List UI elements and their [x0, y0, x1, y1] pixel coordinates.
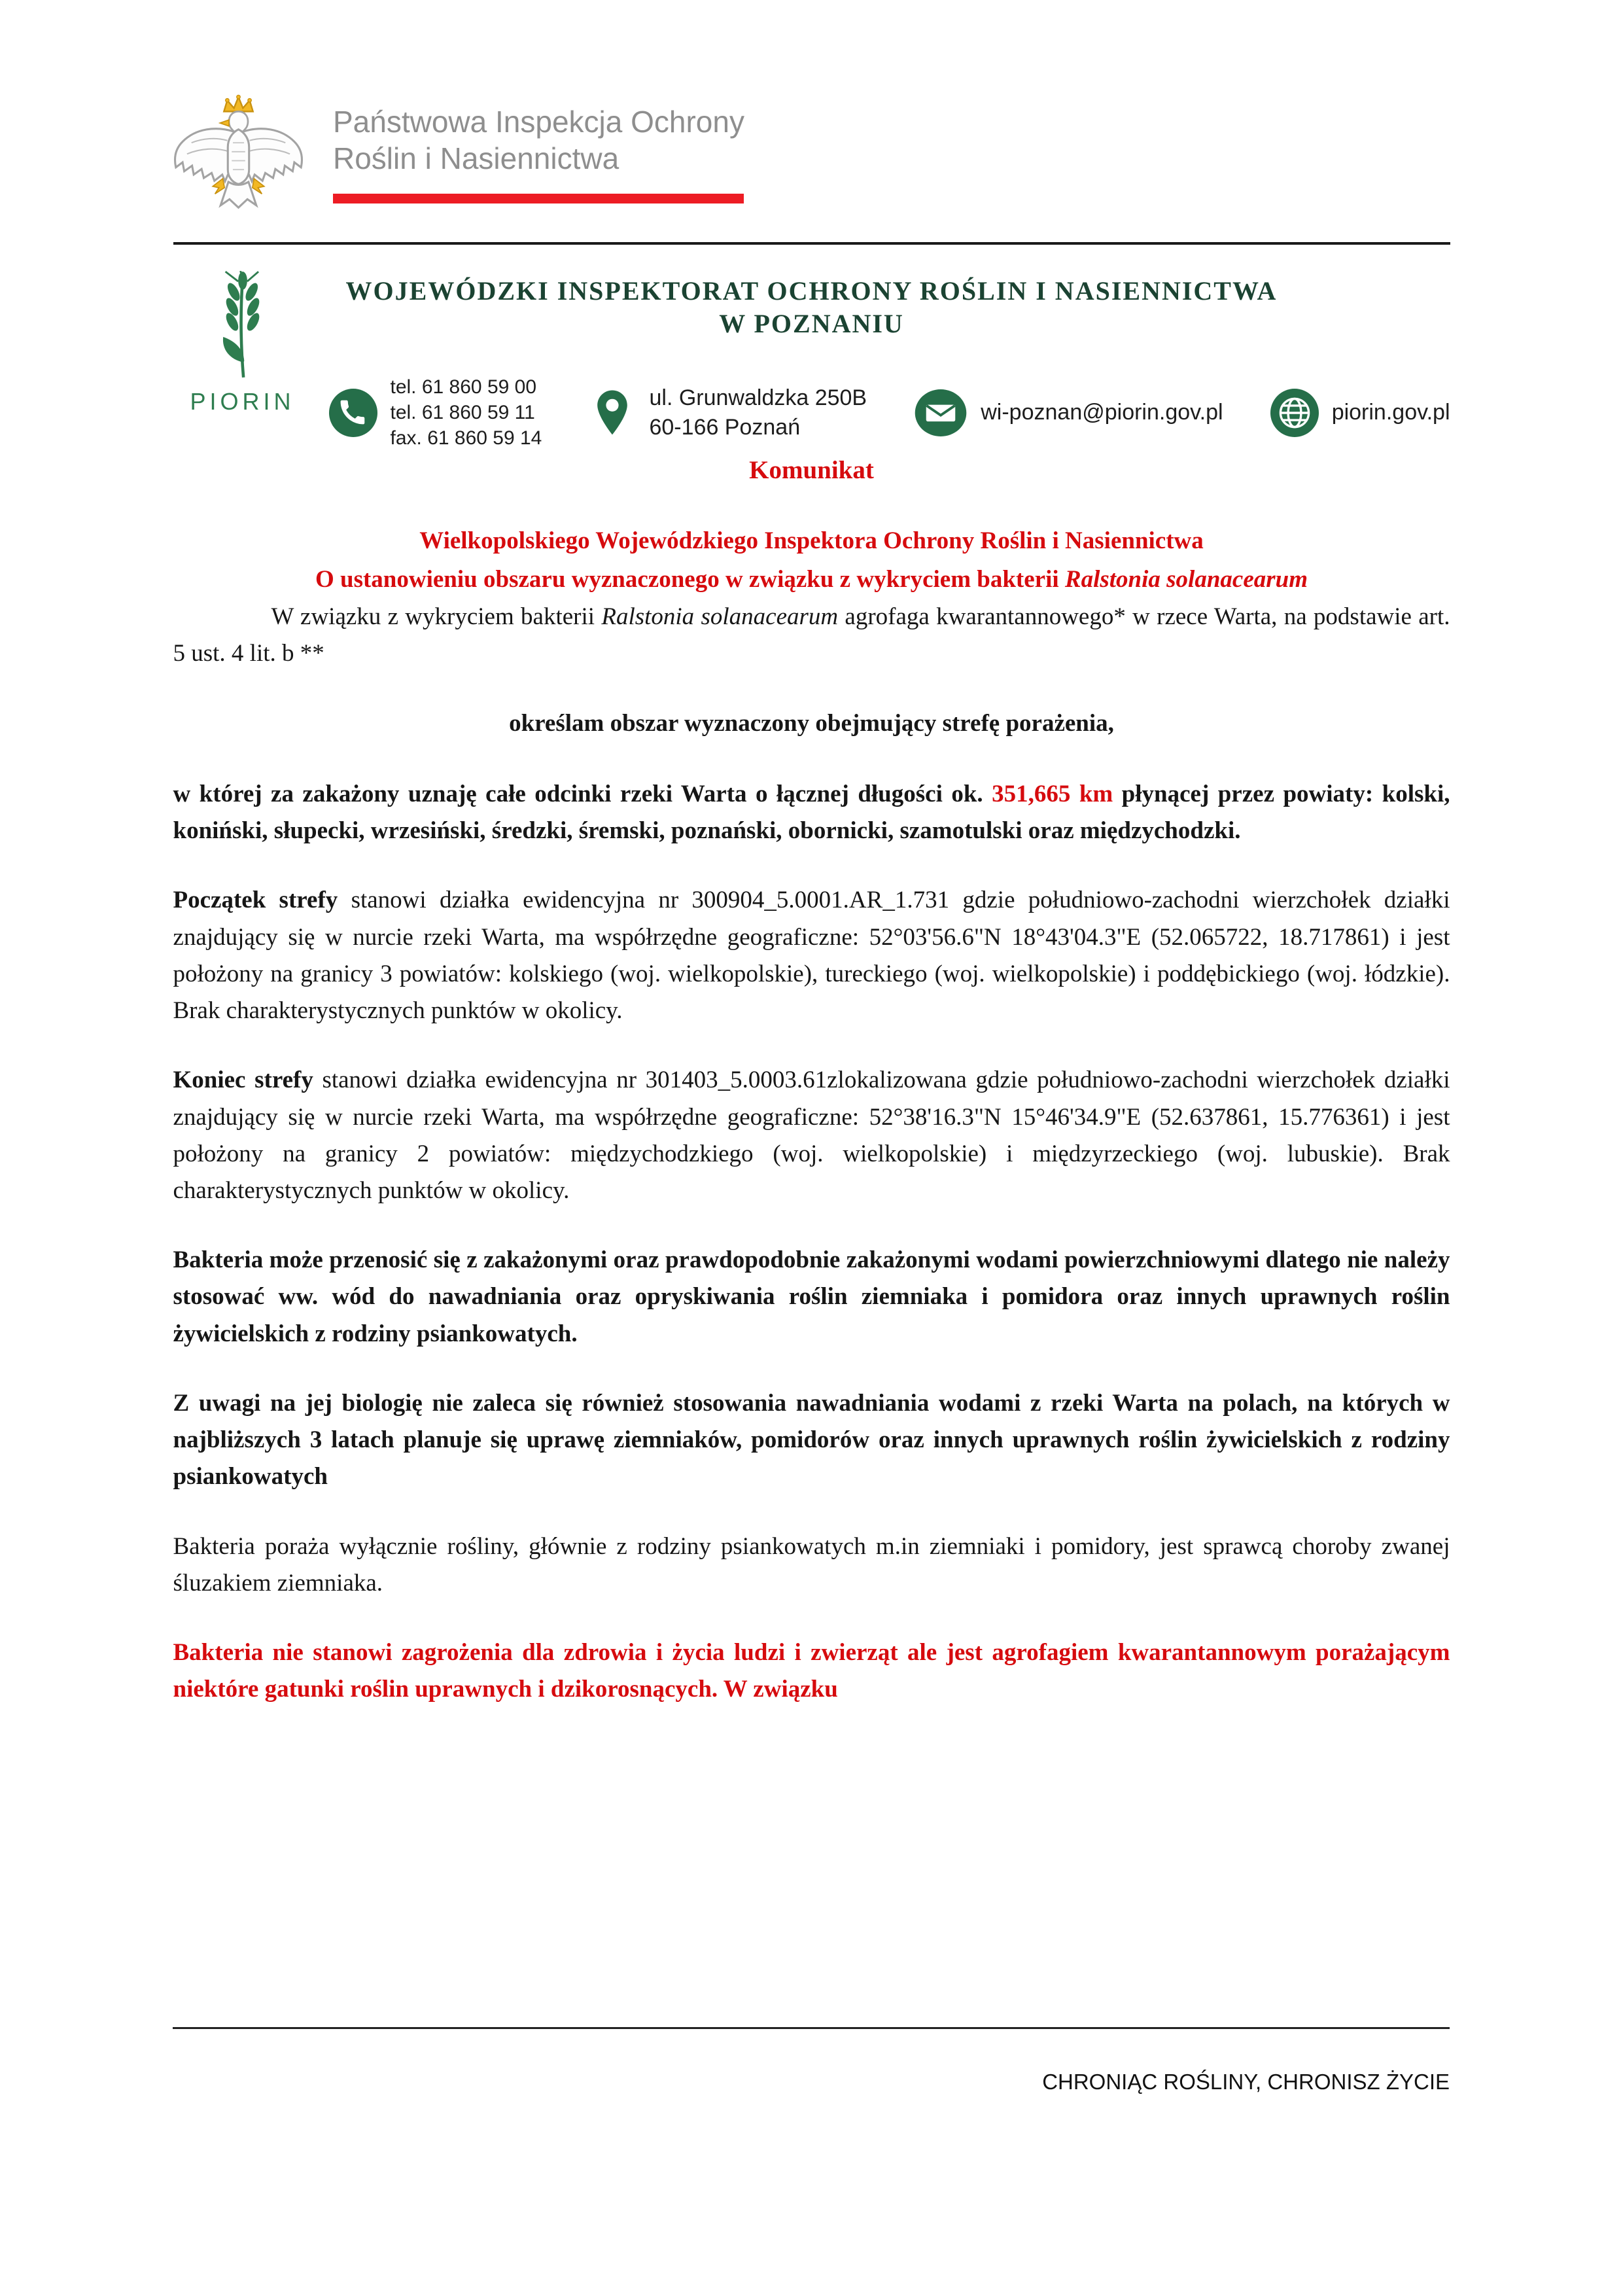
org-name-line1: Państwowa Inspekcja Ochrony — [333, 105, 744, 139]
office-title-line1: WOJEWÓDZKI INSPEKTORAT OCHRONY ROŚLIN I NASIENNICTWA — [345, 276, 1278, 306]
org-name — [333, 103, 744, 177]
zone-end-label: Koniec strefy — [173, 1067, 313, 1094]
brand-text-block — [333, 90, 744, 203]
footer-divider — [173, 2027, 1450, 2029]
address-block — [649, 383, 867, 441]
subheading-line2 — [173, 561, 1450, 599]
letterhead — [173, 275, 1450, 451]
phone-line-1: tel. 61 860 59 00 — [390, 376, 537, 398]
paragraph-zone — [173, 776, 1450, 849]
contact-row — [329, 374, 1450, 451]
intro-text-post: agrofaga kwarantannowego* w rzece Warta, na podstawie art. 5 ust. 4 lit. b ** — [173, 603, 1450, 667]
paragraph-zone-start — [173, 882, 1450, 1029]
brand-red-bar — [333, 194, 744, 203]
species-name-italic: Ralstonia solanacearum — [1064, 565, 1308, 593]
species-name-italic: Ralstonia solanacearum — [601, 603, 839, 631]
location-pin-icon — [589, 384, 636, 442]
contact-email — [914, 389, 1223, 436]
email-address: wi-poznan@piorin.gov.pl — [981, 400, 1223, 425]
page-footer — [173, 2027, 1450, 2094]
subheading-line1: Wielkopolskiego Wojewódzkiego Inspektora Ochrony Roślin i Nasiennictwa — [419, 527, 1204, 555]
phone-line-2: tel. 61 860 59 11 — [390, 402, 535, 423]
zone-text-pre: w której za zakażony uznaję całe odcinki rzeki Warta o łącznej długości ok. — [173, 780, 992, 807]
office-title — [173, 275, 1450, 340]
address-line1: ul. Grunwaldzka 250B — [649, 385, 867, 411]
zone-text-post: płynącej przez powiaty: kolski, koniński, słupecki, wrzesiński, średzki, śremski, poznański, obornicki, szamotulski oraz międzychodzki. — [173, 780, 1450, 845]
intro-text-pre: W związku z wykryciem bakterii — [271, 603, 602, 631]
paragraph-water-warning: Bakteria może przenosić się z zakażonymi oraz prawdopodobnie zakażonymi wodami powierzchniowymi dlatego nie należy stosować ww. wód do nawadniania oraz opryskiwania roślin ziemniaka i pomidora oraz innych uprawnych roślin żywicielskich z rodziny psiankowatych. — [173, 1246, 1450, 1347]
email-icon — [914, 389, 968, 436]
communique-heading: Komunikat — [749, 456, 874, 484]
paragraph-biology-warning: Z uwagi na jej biologię nie zaleca się również stosowania nawadniania wodami z rzeki Warta na polach, na których w najbliższych 3 latach planuje się uprawę ziemniaków, pomidorów oraz innych uprawnych roślin żywicielskich z rodziny psiankowatych — [173, 1389, 1450, 1491]
communique-subheading — [173, 522, 1450, 599]
paragraph-intro — [173, 599, 1450, 672]
wheat-ear-icon — [201, 271, 285, 383]
contact-phone — [329, 374, 542, 451]
paragraph-determination: określam obszar wyznaczony obejmujący strefę porażenia, — [509, 709, 1114, 737]
website-address: piorin.gov.pl — [1331, 400, 1450, 425]
document-body — [173, 451, 1450, 1708]
address-line2: 60-166 Poznań — [649, 414, 801, 440]
phone-icon — [329, 389, 377, 437]
zone-start-text: stanowi działka ewidencyjna nr 300904_5.0001.AR_1.731 gdzie południowo-zachodni wierzchołek działki znajdujący się w nurcie rzeki Warta, ma współrzędne geograficzne: 52°03'56.6"N 18°43'04.3"E (52.065722, 18.717861) i jest położony na granicy 3 powiatów: kolskiego (woj. wielkopolskie), tureckiego (woj. wielkopolskie) i poddębickiego (woj. łódzkie). Brak charakterystycznych punktów w okolicy. — [173, 887, 1450, 1025]
piorin-wordmark: PIORIN — [190, 388, 295, 415]
piorin-logo — [177, 271, 308, 415]
paragraph-info: Bakteria poraża wyłącznie rośliny, głównie z rodziny psiankowatych m.in ziemniaki i pomidory, jest sprawcą choroby zwanej śluzakiem ziemniaka. — [173, 1532, 1450, 1597]
header-divider — [173, 242, 1450, 245]
fax-line: fax. 61 860 59 14 — [390, 427, 542, 449]
eagle-emblem-icon — [171, 90, 305, 220]
phone-numbers — [391, 374, 542, 451]
footer-slogan: CHRONIĄC ROŚLINY, CHRONISZ ŻYCIE — [1042, 2070, 1450, 2094]
globe-icon — [1270, 389, 1319, 437]
zone-length-value: 351,665 km — [992, 780, 1113, 807]
contact-address — [589, 383, 867, 441]
contact-website — [1270, 389, 1450, 437]
zone-end-text: stanowi działka ewidencyjna nr 301403_5.0003.61zlokalizowana gdzie południowo-zachodni wierzchołek działki znajdujący się w nurcie rzeki Warta, ma współrzędne geograficzne: 52°38'16.3"N 15°46'34.9"E (52.637861, 15.776361) i jest położony na granicy 2 powiatów: międzychodzkiego (woj. wielkopolskie) i międzyrzeckiego (woj. lubuskie). Brak charakterystycznych punktów w okolicy. — [173, 1067, 1450, 1204]
paragraph-red-warning: Bakteria nie stanowi zagrożenia dla zdrowia i życia ludzi i zwierząt ale jest agrofagiem kwarantannowym porażającym niektóre gatunki roślin uprawnych i dzikorosnących. W związku — [173, 1639, 1450, 1703]
paragraph-zone-end — [173, 1062, 1450, 1209]
brand-header — [0, 0, 1623, 220]
office-title-line2: W POZNANIU — [719, 309, 904, 338]
org-name-line2: Roślin i Nasiennictwa — [333, 141, 620, 176]
subheading-line2-text: O ustanowieniu obszaru wyznaczonego w związku z wykryciem bakterii — [315, 565, 1065, 593]
zone-start-label: Początek strefy — [173, 887, 338, 914]
